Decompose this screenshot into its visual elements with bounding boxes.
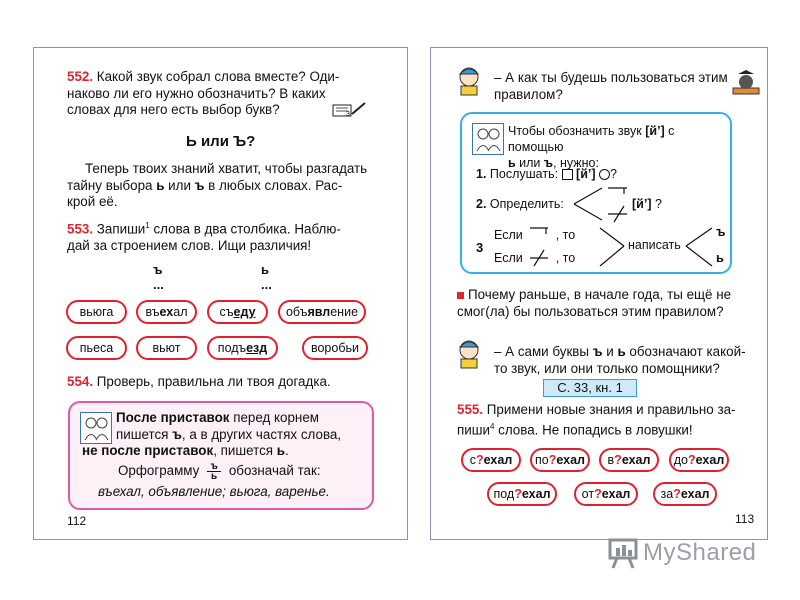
exercise-number: 554. (67, 374, 94, 389)
example-word: въехал, (98, 484, 149, 499)
word-part: ехал (521, 487, 551, 501)
text-part: . (285, 443, 289, 458)
rule-text (116, 410, 366, 443)
missing-letter-mark: ? (614, 453, 622, 467)
text-part: перед корнем (229, 410, 319, 425)
text-part: тайну выбора (67, 177, 157, 193)
missing-letter-mark: ? (687, 453, 696, 467)
example-word: объявление (148, 484, 223, 499)
section-heading: Ь или Ъ? (186, 133, 256, 150)
text-part: Запиши (96, 221, 146, 237)
step-text: , то (555, 228, 576, 242)
split-bracket (684, 224, 714, 270)
boy-character-icon (455, 337, 485, 369)
text-part: или (164, 177, 195, 193)
text-part: или (515, 156, 544, 170)
text-part: пишется (116, 426, 173, 442)
step-text: Если (494, 251, 523, 265)
rule-box (68, 401, 374, 510)
word-part: ение (330, 305, 359, 319)
text-part: и (602, 344, 618, 359)
word-part: с (469, 453, 476, 467)
word-part: объ (285, 305, 308, 319)
step-text: Если (494, 228, 523, 242)
column-dots: ... (153, 277, 164, 292)
word-part: воробьи (310, 341, 359, 355)
book-reference: С. 33, кн. 1 (543, 379, 637, 397)
column-dots: ... (261, 277, 272, 292)
word-part: до (673, 453, 688, 467)
word-part: ехал (680, 487, 710, 501)
exercise-number: 552. (67, 69, 94, 84)
example-word: варенье. (275, 484, 330, 499)
question-letters (494, 344, 764, 377)
bullet-marker (457, 292, 464, 299)
word-root: еду (233, 305, 256, 319)
children-reading-icon (472, 123, 504, 155)
word-root: ех (159, 305, 174, 319)
text-line: Примени новые знания и правильно за- (486, 402, 736, 417)
word-pill (653, 482, 717, 506)
step-3-number: 3 (476, 240, 484, 255)
exercise-number: 555. (457, 402, 484, 417)
orthogram-line (118, 462, 368, 481)
word-part: подъ (217, 341, 247, 355)
footnote-mark: 1 (145, 221, 150, 230)
text-line: наково ли его нужно обозначить? В каких (67, 85, 326, 101)
word-pill (66, 300, 127, 324)
word-pill (66, 336, 127, 360)
algorithm-intro (508, 123, 728, 171)
word-part: от (581, 487, 595, 501)
sound-symbol: [й’] (645, 124, 665, 138)
word-part: съ (219, 305, 234, 319)
square-symbol (562, 169, 573, 180)
algorithm-box (460, 112, 732, 274)
rule-text-continued (82, 443, 367, 460)
step-1 (476, 166, 617, 182)
text-part: Орфограмму (118, 463, 200, 479)
right-page (430, 47, 768, 540)
rule-emphasis: не после приставок (82, 443, 214, 458)
exercise-552 (67, 69, 402, 119)
missing-letter-mark: ? (548, 453, 557, 467)
text-line: крой её. (67, 194, 118, 209)
missing-letter-mark: ? (594, 487, 602, 501)
text-part: с помощью (508, 124, 675, 154)
word-part: ехал (621, 453, 651, 467)
word-pill (302, 336, 368, 360)
word-pill (207, 336, 278, 360)
circle-symbol (599, 169, 610, 180)
notebook-pencil-icon (332, 102, 366, 118)
text-part: слова. Не попадись в ловушки! (494, 421, 693, 437)
text-line: то звук, или они только помощники? (494, 360, 720, 376)
word-pill (136, 300, 197, 324)
letter-hard-sign: ъ (194, 177, 205, 193)
word-part: въ (145, 305, 160, 319)
word-pill (574, 482, 638, 506)
exercise-555 (457, 402, 762, 438)
word-pill (207, 300, 268, 324)
word-root: езд (246, 341, 268, 355)
presentation-board-icon (607, 536, 641, 570)
word-part: ехал (483, 453, 513, 467)
word-pill (487, 482, 557, 506)
orthogram-symbol (207, 462, 221, 481)
example-word: ; вьюга, (222, 484, 276, 499)
word-root: явл (307, 305, 331, 319)
text-part: слова в два столбика. Наблю- (149, 221, 341, 237)
sound-symbol: [й’] (576, 167, 596, 181)
text-line: смог(ла) бы пользоваться этим правилом? (457, 303, 724, 319)
word-part: пьеса (79, 341, 114, 355)
symbol-top: ъ (210, 461, 218, 472)
word-part: в (607, 453, 615, 467)
text-part: Чтобы обозначить звук (508, 124, 646, 138)
myshared-logo (607, 536, 777, 572)
step-number: 2. (476, 197, 487, 211)
letter-soft-sign: ь (617, 344, 626, 359)
missing-letter-mark: ? (514, 487, 522, 501)
text-part: , нужно: (553, 156, 599, 170)
word-part: ехал (556, 453, 585, 467)
text-line: Какой звук собрал слова вместе? Оди- (96, 69, 340, 84)
condition-symbols (528, 222, 552, 268)
word-pill (599, 448, 659, 472)
word-pill (530, 448, 590, 472)
letter-hard-sign: ъ (592, 344, 603, 359)
text-part: – А сами буквы (494, 344, 593, 359)
merge-bracket (598, 224, 628, 270)
write-label: написать (628, 238, 681, 252)
word-part: за (660, 487, 674, 501)
word-part: вьюга (79, 305, 114, 319)
missing-letter-mark: ? (475, 453, 484, 467)
text-line: правилом? (494, 86, 563, 102)
word-part: вьют (152, 341, 181, 355)
word-pill (136, 336, 197, 360)
question-usage (494, 70, 734, 103)
letter-soft-sign: ь (156, 177, 165, 193)
svg-text:3: 3 (346, 111, 350, 118)
page-number: 112 (67, 514, 87, 528)
boy-character-icon (455, 64, 485, 96)
question-mark: ? (610, 167, 617, 181)
word-pill (669, 448, 729, 472)
rule-emphasis: После приставок (116, 410, 230, 425)
question-why (457, 287, 757, 320)
branch-lines-icon (572, 184, 632, 224)
text-part: обозначай так: (228, 463, 321, 479)
exercise-554 (67, 374, 402, 391)
word-part: ал (173, 305, 188, 319)
text-part: , пишется (213, 443, 277, 458)
step-text: , то (555, 251, 576, 265)
text-line: Почему раньше, в начале года, ты ещё не (468, 287, 732, 302)
text-line: словах для него есть выбор букв? (67, 102, 280, 117)
intro-paragraph (67, 161, 402, 211)
text-line (67, 178, 402, 195)
step-text: Послушать: (489, 167, 562, 181)
letter-soft-sign: ь (276, 443, 285, 458)
children-reading-icon (80, 412, 112, 444)
text-part: , а в других частях слова, (181, 426, 342, 442)
step-number: 1. (476, 167, 487, 181)
step-2 (476, 196, 564, 212)
word-part: ехал (695, 453, 725, 467)
text-line: Теперь твоих знаний хватит, чтобы разгадать (85, 161, 368, 176)
column-header-hard: ъ (153, 262, 163, 277)
page-number: 113 (735, 512, 755, 526)
text-part: пиши (457, 421, 490, 437)
text-line: дай за строением слов. Ищи различия! (67, 237, 312, 253)
step-2-sound (632, 196, 662, 212)
left-page (33, 47, 408, 540)
column-header-soft: ь (261, 262, 269, 277)
result-soft-sign: ь (716, 250, 724, 265)
text-part: обозначают какой- (625, 344, 746, 359)
text-line: Проверь, правильна ли твоя догадка. (96, 374, 331, 389)
word-part: по (534, 453, 549, 467)
exercise-number: 553. (67, 221, 94, 237)
question-mark: ? (654, 197, 662, 211)
watermark-text: MyShared (643, 539, 757, 566)
missing-letter-mark: ? (673, 487, 681, 501)
scholar-owl-icon (731, 68, 761, 98)
text-part: в любых словах. Рас- (204, 177, 343, 193)
text-line: – А как ты будешь пользоваться этим (494, 70, 728, 85)
word-pill (278, 300, 366, 324)
word-part: под (493, 487, 515, 501)
sound-symbol: [й’] (632, 197, 652, 211)
step-text: Определить: (489, 197, 564, 211)
letter-hard-sign: ъ (543, 156, 554, 170)
footnote-mark: 4 (489, 421, 495, 431)
letter-hard-sign: ъ (172, 426, 182, 442)
rule-examples (98, 484, 368, 501)
word-part: ехал (601, 487, 631, 501)
word-pill (461, 448, 521, 472)
exercise-553 (67, 218, 402, 254)
letter-soft-sign: ь (508, 156, 516, 170)
symbol-bottom: ь (211, 471, 218, 482)
result-hard-sign: ъ (716, 224, 726, 239)
